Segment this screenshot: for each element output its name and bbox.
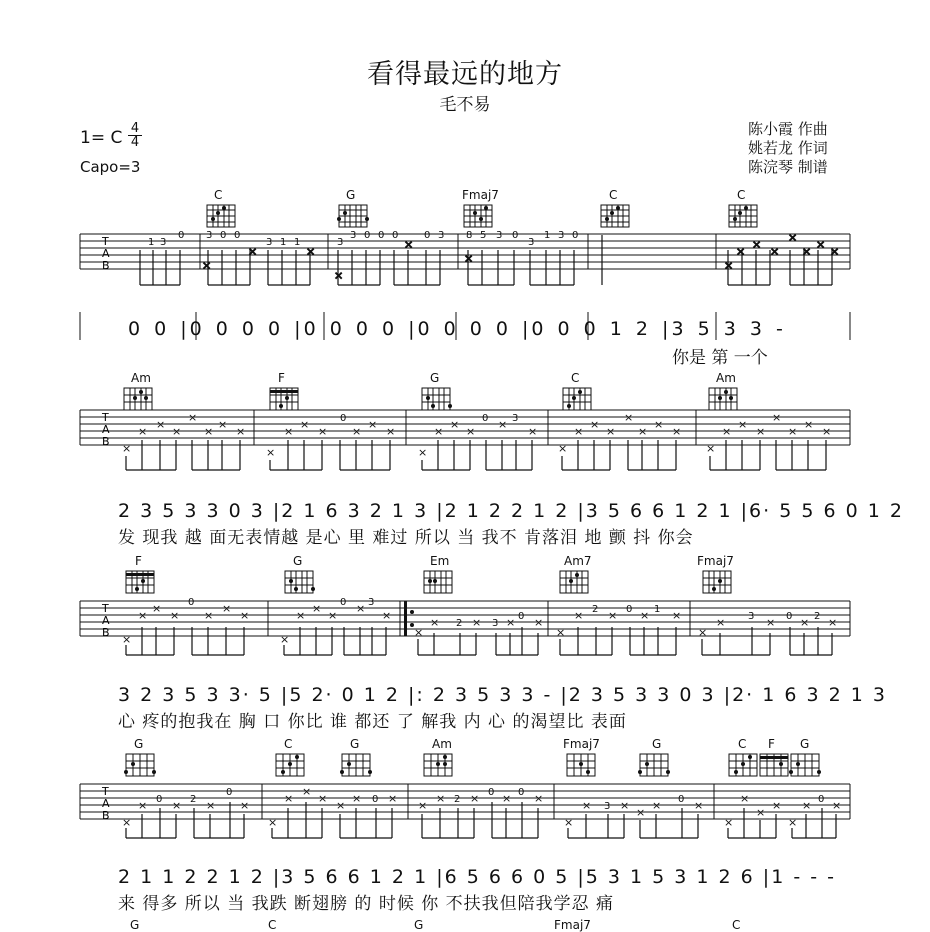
svg-text:×: ×	[788, 231, 798, 244]
svg-text:×: ×	[368, 418, 378, 431]
chord-label: Fmaj7	[554, 918, 591, 932]
svg-text:×: ×	[534, 792, 544, 805]
svg-text:×: ×	[188, 411, 198, 424]
chord-label: G	[350, 737, 360, 751]
tab-label-b: B	[102, 259, 110, 272]
svg-text:3: 3	[350, 230, 357, 241]
time-signature-bottom: 4	[128, 135, 142, 149]
lyrics-line: 发 现我 越 面无表情越 是心 里 难过 所以 当 我不 肯落泪 地 颤 抖 你会	[118, 528, 694, 548]
svg-text:0: 0	[626, 604, 633, 615]
tab-label-b: B	[102, 626, 110, 639]
svg-text:×: ×	[236, 425, 246, 438]
svg-text:×: ×	[816, 238, 826, 251]
svg-text:×: ×	[328, 609, 338, 622]
chord-label: G	[800, 737, 810, 751]
tab-label-a: A	[102, 423, 110, 436]
svg-text:×: ×	[506, 616, 516, 629]
tab-label-t: T	[102, 411, 109, 424]
svg-text:×: ×	[498, 418, 508, 431]
svg-text:×: ×	[382, 609, 392, 622]
svg-text:×: ×	[388, 792, 398, 805]
svg-text:×: ×	[694, 799, 704, 812]
svg-text:×: ×	[772, 411, 782, 424]
svg-text:×: ×	[336, 799, 346, 812]
svg-text:×: ×	[756, 806, 766, 819]
svg-text:×: ×	[802, 245, 812, 258]
svg-text:×: ×	[172, 425, 182, 438]
svg-text:×: ×	[202, 259, 212, 272]
svg-text:×: ×	[608, 609, 618, 622]
chord-label: C	[738, 737, 747, 751]
chord-diagram	[337, 205, 369, 227]
svg-text:×: ×	[296, 609, 306, 622]
lyrics-line: 来 得多 所以 当 我跌 断翅膀 的 时候 你 不扶我但陪我学忍 痛	[118, 894, 615, 914]
svg-text:×: ×	[672, 609, 682, 622]
svg-text:×: ×	[802, 799, 812, 812]
svg-text:×: ×	[138, 425, 148, 438]
jianpu-line: 2 1 1 2 2 1 2 |3 5 6 6 1 2 1 |6 5 6 6 0 5 |5 3 1 5 3 1 2 6 |1 - - -	[118, 866, 836, 888]
chord-label: G	[130, 918, 140, 932]
svg-text:0: 0	[188, 597, 195, 608]
svg-text:1: 1	[544, 230, 551, 241]
svg-text:×: ×	[724, 816, 734, 829]
tab-staff	[0, 378, 930, 478]
svg-text:×: ×	[528, 425, 538, 438]
svg-text:0: 0	[518, 611, 525, 622]
svg-text:×: ×	[800, 616, 810, 629]
capo-label: Capo=3	[80, 158, 141, 176]
chord-diagram	[729, 205, 757, 227]
svg-text:3: 3	[512, 413, 519, 424]
chord-label: F	[278, 371, 285, 385]
svg-text:0: 0	[220, 230, 227, 241]
time-signature-top: 4	[130, 121, 140, 136]
svg-text:3: 3	[492, 618, 499, 629]
chord-label: G	[652, 737, 662, 751]
jianpu-line: 0 0 |0 0 0 0 |0 0 0 0 |0 0 0 0 |0 0 0 1 2 |3 5 3 3 -	[128, 318, 786, 340]
svg-text:×: ×	[582, 799, 592, 812]
chord-label: C	[571, 371, 580, 385]
svg-text:×: ×	[502, 792, 512, 805]
chord-label: Am	[131, 371, 151, 385]
svg-text:×: ×	[414, 626, 424, 639]
svg-text:×: ×	[756, 425, 766, 438]
tab-label-t: T	[102, 785, 109, 798]
chord-label: G	[293, 554, 303, 568]
svg-text:0: 0	[156, 794, 163, 805]
svg-text:×: ×	[640, 609, 650, 622]
svg-text:3: 3	[266, 237, 273, 248]
svg-text:×: ×	[280, 633, 290, 646]
svg-text:×: ×	[472, 616, 482, 629]
chord-label: Am	[716, 371, 736, 385]
chord-label: C	[214, 188, 223, 202]
svg-text:×: ×	[574, 609, 584, 622]
svg-text:×: ×	[312, 602, 322, 615]
svg-text:×: ×	[152, 602, 162, 615]
svg-text:×: ×	[248, 245, 258, 258]
song-artist: 毛不易	[439, 95, 491, 115]
svg-text:1: 1	[148, 237, 155, 248]
tab-label-a: A	[102, 247, 110, 260]
svg-text:0: 0	[340, 597, 347, 608]
svg-text:×: ×	[122, 633, 132, 646]
chord-label: Fmaj7	[563, 737, 600, 751]
svg-text:0: 0	[424, 230, 431, 241]
svg-text:×: ×	[386, 425, 396, 438]
svg-text:×: ×	[828, 616, 838, 629]
svg-text:0: 0	[678, 794, 685, 805]
svg-text:×: ×	[534, 616, 544, 629]
svg-text:3: 3	[558, 230, 565, 241]
svg-text:×: ×	[698, 626, 708, 639]
svg-text:2: 2	[456, 618, 463, 629]
credit-composer: 陈小霞 作曲	[748, 120, 828, 138]
chord-label: Fmaj7	[697, 554, 734, 568]
chord-label: Am7	[564, 554, 592, 568]
song-title: 看得最远的地方	[367, 59, 563, 90]
chord-label: F	[768, 737, 775, 751]
svg-text:×: ×	[574, 425, 584, 438]
svg-text:×: ×	[284, 425, 294, 438]
svg-text:×: ×	[652, 799, 662, 812]
svg-text:×: ×	[218, 418, 228, 431]
tab-staff	[0, 561, 930, 661]
svg-text:2: 2	[814, 611, 821, 622]
svg-text:×: ×	[318, 792, 328, 805]
chord-label: C	[268, 918, 277, 932]
svg-text:×: ×	[590, 418, 600, 431]
svg-text:×: ×	[736, 245, 746, 258]
svg-text:×: ×	[318, 425, 328, 438]
svg-text:8: 8	[466, 230, 473, 241]
svg-text:×: ×	[606, 425, 616, 438]
chord-label: G	[346, 188, 356, 202]
svg-text:×: ×	[654, 418, 664, 431]
svg-text:×: ×	[464, 252, 474, 265]
tab-label-b: B	[102, 435, 110, 448]
svg-text:0: 0	[226, 787, 233, 798]
svg-text:×: ×	[268, 816, 278, 829]
svg-text:×: ×	[300, 418, 310, 431]
credit-arranger: 陈浣琴 制谱	[748, 158, 828, 176]
svg-text:2: 2	[592, 604, 599, 615]
svg-text:3: 3	[438, 230, 445, 241]
chord-label: C	[609, 188, 618, 202]
svg-text:×: ×	[240, 799, 250, 812]
svg-text:3: 3	[748, 611, 755, 622]
lyrics-line: 心 疼的抱我在 胸 口 你比 谁 都还 了 解我 内 心 的渴望比 表面	[118, 712, 627, 732]
chord-label: Am	[432, 737, 452, 751]
svg-text:×: ×	[770, 245, 780, 258]
barlines	[0, 312, 930, 342]
svg-text:×: ×	[636, 806, 646, 819]
chord-label: Em	[430, 554, 450, 568]
tab-label-t: T	[102, 235, 109, 248]
time-signature	[128, 122, 142, 149]
credit-lyricist: 姚若龙 作词	[748, 139, 828, 157]
svg-text:×: ×	[352, 792, 362, 805]
svg-text:×: ×	[724, 259, 734, 272]
chord-label: C	[732, 918, 741, 932]
svg-text:×: ×	[352, 425, 362, 438]
svg-text:×: ×	[306, 245, 316, 258]
svg-text:×: ×	[206, 799, 216, 812]
svg-text:5: 5	[480, 230, 487, 241]
svg-text:×: ×	[266, 446, 276, 459]
svg-text:×: ×	[156, 418, 166, 431]
svg-text:0: 0	[340, 413, 347, 424]
credits	[748, 120, 828, 177]
svg-text:×: ×	[624, 411, 634, 424]
svg-text:×: ×	[556, 626, 566, 639]
svg-text:0: 0	[818, 794, 825, 805]
svg-text:3: 3	[337, 237, 344, 248]
svg-text:×: ×	[822, 425, 832, 438]
svg-text:0: 0	[512, 230, 519, 241]
svg-text:×: ×	[672, 425, 682, 438]
svg-text:0: 0	[786, 611, 793, 622]
svg-text:×: ×	[638, 425, 648, 438]
chord-diagram	[601, 205, 629, 227]
svg-text:3: 3	[368, 597, 375, 608]
svg-text:×: ×	[830, 245, 840, 258]
tab-staff	[0, 744, 930, 844]
tab-label-a: A	[102, 614, 110, 627]
svg-text:×: ×	[564, 816, 574, 829]
jianpu-line: 2 3 5 3 3 0 3 |2 1 6 3 2 1 3 |2 1 2 2 1 2 |3 5 6 6 1 2 1 |6· 5 5 6 0 1 2	[118, 500, 904, 522]
svg-text:0: 0	[178, 230, 185, 241]
svg-text:0: 0	[518, 787, 525, 798]
svg-text:×: ×	[436, 792, 446, 805]
key-signature: 1= C	[80, 128, 123, 148]
svg-text:3: 3	[604, 801, 611, 812]
svg-text:×: ×	[170, 609, 180, 622]
svg-text:×: ×	[470, 792, 480, 805]
tab-label-b: B	[102, 809, 110, 822]
svg-text:×: ×	[766, 616, 776, 629]
svg-text:0: 0	[364, 230, 371, 241]
svg-text:×: ×	[138, 609, 148, 622]
svg-text:×: ×	[418, 446, 428, 459]
svg-text:×: ×	[284, 792, 294, 805]
svg-text:×: ×	[172, 799, 182, 812]
svg-text:×: ×	[772, 799, 782, 812]
svg-text:×: ×	[716, 616, 726, 629]
svg-text:×: ×	[738, 418, 748, 431]
svg-text:×: ×	[302, 785, 312, 798]
tab-staff	[0, 195, 930, 295]
svg-text:×: ×	[706, 442, 716, 455]
svg-text:×: ×	[222, 602, 232, 615]
svg-text:×: ×	[740, 792, 750, 805]
svg-text:×: ×	[832, 799, 842, 812]
svg-text:×: ×	[788, 816, 798, 829]
svg-text:×: ×	[404, 238, 414, 251]
svg-text:0: 0	[572, 230, 579, 241]
svg-text:×: ×	[204, 425, 214, 438]
svg-text:×: ×	[466, 425, 476, 438]
svg-text:0: 0	[372, 794, 379, 805]
chord-label: G	[430, 371, 440, 385]
chord-diagram	[207, 205, 235, 227]
svg-text:0: 0	[482, 413, 489, 424]
tab-label-a: A	[102, 797, 110, 810]
svg-text:2: 2	[190, 794, 197, 805]
svg-text:×: ×	[138, 799, 148, 812]
chord-label: G	[414, 918, 424, 932]
svg-text:0: 0	[378, 230, 385, 241]
svg-text:1: 1	[280, 237, 287, 248]
svg-text:1: 1	[654, 604, 661, 615]
svg-text:0: 0	[234, 230, 241, 241]
svg-text:×: ×	[434, 425, 444, 438]
svg-text:×: ×	[418, 799, 428, 812]
chord-label: G	[134, 737, 144, 751]
svg-text:×: ×	[204, 609, 214, 622]
tab-label-t: T	[102, 602, 109, 615]
svg-text:×: ×	[752, 238, 762, 251]
svg-text:×: ×	[122, 442, 132, 455]
svg-text:×: ×	[620, 799, 630, 812]
chord-label: F	[135, 554, 142, 568]
chord-label: C	[737, 188, 746, 202]
svg-text:×: ×	[722, 425, 732, 438]
chord-diagram	[464, 205, 492, 227]
svg-text:×: ×	[122, 816, 132, 829]
lyrics-line: 你是 第 一个	[672, 348, 768, 368]
svg-text:×: ×	[804, 418, 814, 431]
svg-text:×: ×	[240, 609, 250, 622]
svg-text:0: 0	[488, 787, 495, 798]
chord-label: C	[284, 737, 293, 751]
svg-text:0: 0	[392, 230, 399, 241]
svg-text:2: 2	[454, 794, 461, 805]
svg-text:3: 3	[206, 230, 213, 241]
svg-text:×: ×	[356, 602, 366, 615]
chord-label: Fmaj7	[462, 188, 499, 202]
svg-text:1: 1	[294, 237, 301, 248]
svg-text:×: ×	[334, 269, 344, 282]
svg-text:×: ×	[430, 616, 440, 629]
svg-text:3: 3	[160, 237, 167, 248]
svg-text:3: 3	[496, 230, 503, 241]
svg-text:×: ×	[558, 442, 568, 455]
svg-text:×: ×	[788, 425, 798, 438]
svg-text:3: 3	[528, 237, 535, 248]
svg-text:×: ×	[450, 418, 460, 431]
jianpu-line: 3 2 3 5 3 3· 5 |5 2· 0 1 2 |: 2 3 5 3 3 - |2 3 5 3 3 0 3 |2· 1 6 3 2 1 3	[118, 684, 887, 706]
